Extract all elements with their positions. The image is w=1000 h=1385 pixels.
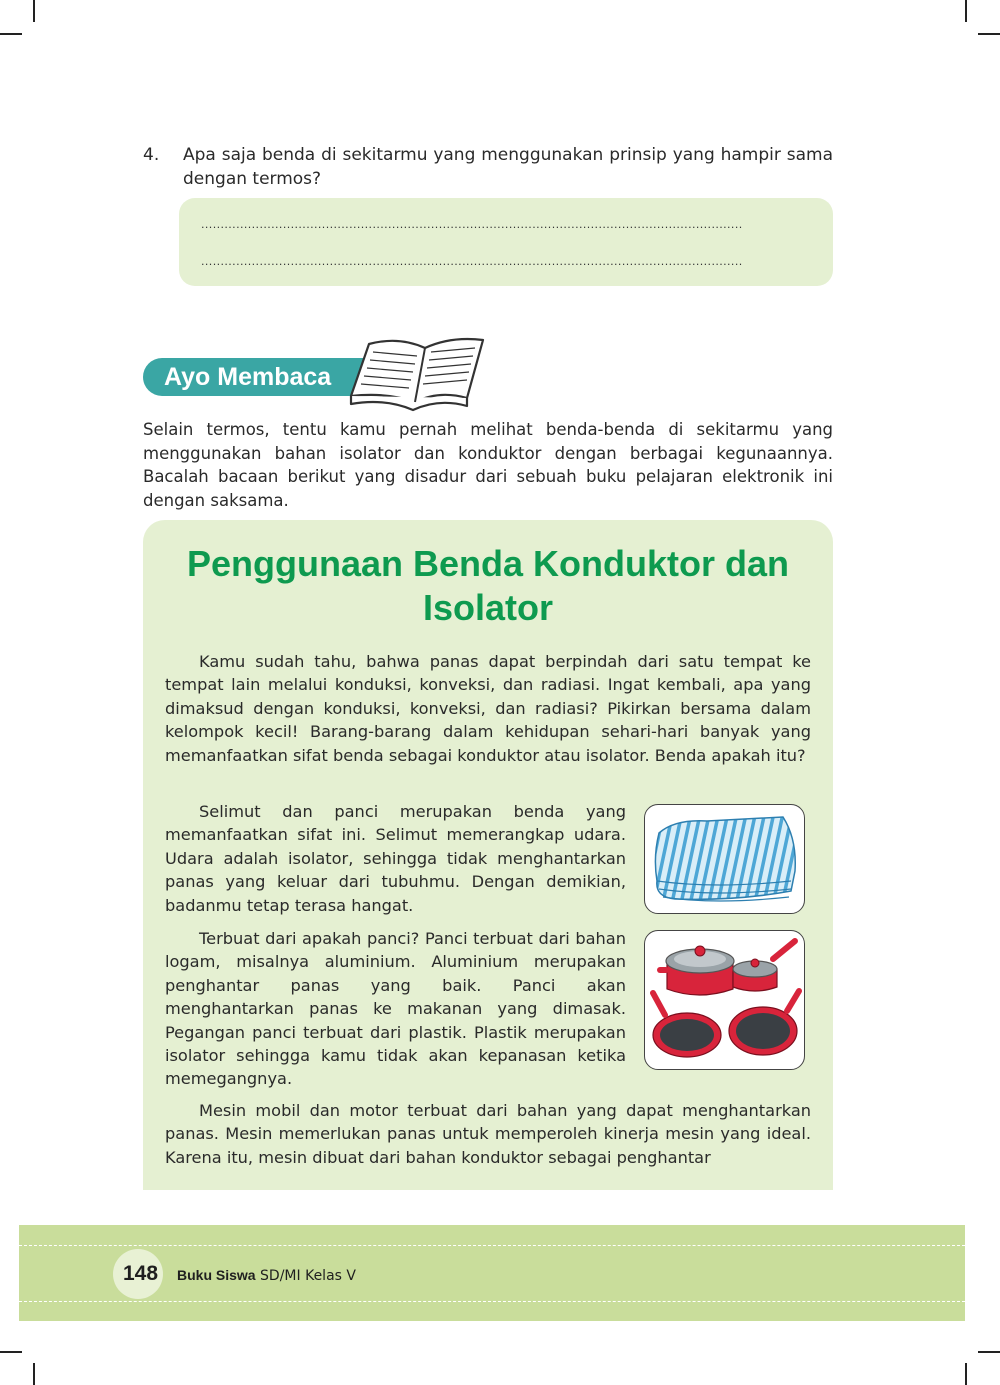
crop-mark xyxy=(978,1351,1000,1353)
crop-mark xyxy=(33,1363,35,1385)
question-number: 4. xyxy=(143,145,160,165)
answer-box[interactable] xyxy=(179,198,833,286)
cookware-image xyxy=(644,930,805,1070)
reading-paragraph: Mesin mobil dan motor terbuat dari bahan yang dapat menghantarkan panas. Mesin memerlukan panas untuk memperoleh kinerja mesin yang ideal. Karena itu, mesin dibuat dari bahan konduktor sebagai penghantar xyxy=(165,1101,811,1167)
blanket-image xyxy=(644,804,805,914)
question-item xyxy=(143,143,833,191)
book-title: Buku Siswa SD/MI Kelas V xyxy=(177,1267,356,1284)
answer-line[interactable]: ........................................................................................................................................... xyxy=(201,218,743,231)
crop-mark xyxy=(0,33,22,35)
reading-paragraph: Selimut dan panci merupakan benda yang memanfaatkan sifat ini. Selimut memerangkap udara. Udara adalah isolator, sehingga tidak menghantarkan panas yang keluar dari tubuhmu. Dengan demikian, badanmu tetap terasa hangat. xyxy=(165,802,626,915)
reading-paragraph: Kamu sudah tahu, bahwa panas dapat berpindah dari satu tempat ke tempat lain melalui konduksi, konveksi, dan radiasi. Ingat kembali, apa yang dimaksud dengan konduksi, konveksi, dan radiasi? Pikirkan bersama dalam kelompok kecil! Barang-barang dalam kehidupan sehari-hari banyak yang memanfaatkan sifat benda sebagai konduktor atau isolator. Benda apakah itu? xyxy=(165,652,811,765)
footer-dashed-line xyxy=(19,1245,965,1246)
crop-mark xyxy=(978,33,1000,35)
open-book-icon xyxy=(343,336,493,416)
folded-blanket-illustration xyxy=(645,805,805,914)
page-footer xyxy=(19,1225,965,1321)
section-badge-label: Ayo Membaca xyxy=(164,363,332,391)
red-cookware-set-illustration xyxy=(645,931,805,1070)
answer-line[interactable]: ........................................................................................................................................... xyxy=(201,255,743,268)
crop-mark xyxy=(0,1351,22,1353)
reading-panel xyxy=(143,520,833,1190)
page-number: 148 xyxy=(123,1262,159,1285)
crop-mark xyxy=(33,0,35,22)
section-badge xyxy=(143,358,371,396)
reading-title: Penggunaan Benda Konduktor dan Isolator xyxy=(186,543,789,628)
question-text: Apa saja benda di sekitarmu yang menggunakan prinsip yang hampir sama dengan termos? xyxy=(183,145,833,189)
intro-paragraph: Selain termos, tentu kamu pernah melihat benda-benda di sekitarmu yang menggunakan bahan isolator dan konduktor dengan berbagai kegunaannya. Bacalah bacaan berikut yang disadur dari sebuah buku pelajaran elektronik ini dengan saksama. xyxy=(143,420,833,510)
footer-dashed-line xyxy=(19,1301,965,1302)
crop-mark xyxy=(965,0,967,22)
reading-paragraph: Terbuat dari apakah panci? Panci terbuat dari bahan logam, misalnya aluminium. Aluminium merupakan penghantar panas yang baik. Panci akan menghantarkan panas ke makanan yang dimasak. Pegangan panci terbuat dari plastik. Plastik merupakan isolator sehingga kamu tidak akan kepanasan ketika memegangnya. xyxy=(165,929,626,1089)
crop-mark xyxy=(965,1363,967,1385)
